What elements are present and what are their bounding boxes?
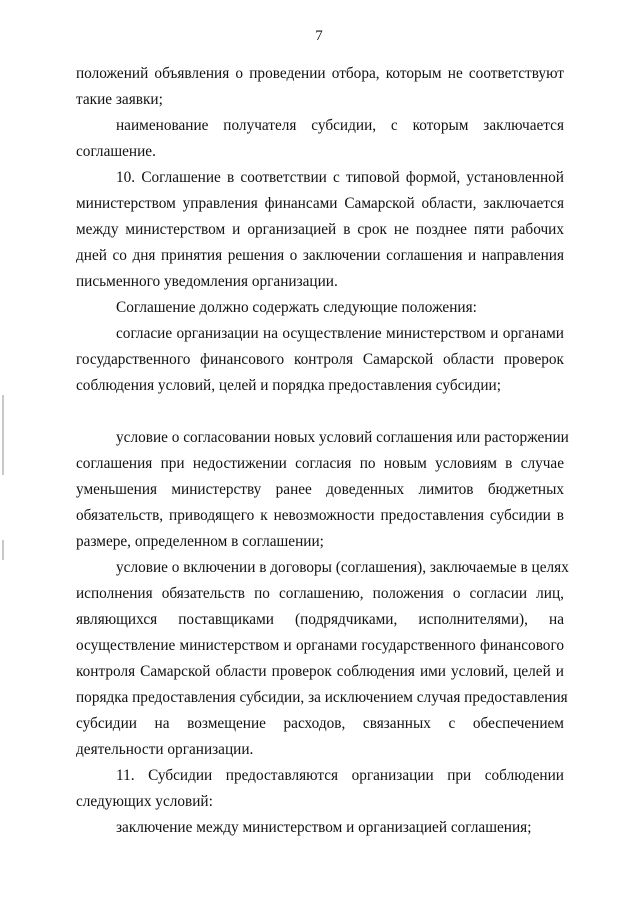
text-line: условие о согласовании новых условий соглашения или расторжении xyxy=(116,429,569,446)
text-line: наименование получателя субсидии, с которым заключается xyxy=(116,117,564,134)
text-line: контроля Самарской области проверок соблюдения ими условий, целей и xyxy=(76,663,564,680)
text-line: осуществление министерством и органами государственного финансового xyxy=(76,637,564,654)
scan-artifact xyxy=(2,395,4,475)
text-line: Соглашение должно содержать следующие положения: xyxy=(116,299,477,316)
page-number: 7 xyxy=(315,28,323,44)
text-line: государственного финансового контроля Самарской области проверок xyxy=(76,351,564,368)
text-line: являющихся поставщиками (подрядчиками, исполнителями), на xyxy=(76,611,564,628)
text-line: следующих условий: xyxy=(76,793,213,810)
text-line: 10. Соглашение в соответствии с типовой формой, установленной xyxy=(116,169,564,186)
text-line: размере, определенном в соглашении; xyxy=(76,533,324,550)
text-line: 11. Субсидии предоставляются организации при соблюдении xyxy=(116,767,564,784)
text-line: дней со дня принятия решения о заключении соглашения и направления xyxy=(76,247,564,264)
text-line: условие о включении в договоры (соглашения), заключаемые в целях xyxy=(116,559,569,576)
text-line: деятельности организации. xyxy=(76,741,254,758)
text-line: заключение между министерством и организацией соглашения; xyxy=(116,819,532,836)
text-line: между министерством и организацией в срок не позднее пяти рабочих xyxy=(76,221,564,238)
text-line: письменного уведомления организации. xyxy=(76,273,338,290)
text-line: уменьшения министерству ранее доведенных лимитов бюджетных xyxy=(76,481,564,498)
scan-artifact xyxy=(2,540,4,560)
text-line: соглашения при недостижении согласия по новым условиям в случае xyxy=(76,455,564,472)
text-line: исполнения обязательств по соглашению, положения о согласии лиц, xyxy=(76,585,564,602)
text-line: субсидии на возмещение расходов, связанных с обеспечением xyxy=(76,715,564,732)
text-line: соблюдения условий, целей и порядка предоставления субсидии; xyxy=(76,377,501,394)
text-line: порядка предоставления субсидии, за исключением случая предоставления xyxy=(76,689,568,706)
text-line: обязательств, приводящего к невозможности предоставления субсидии в xyxy=(76,507,564,524)
text-line: соглашение. xyxy=(76,143,156,160)
text-line: министерством управления финансами Самарской области, заключается xyxy=(76,195,564,212)
text-line: положений объявления о проведении отбора, которым не соответствуют xyxy=(76,65,564,82)
text-line: согласие организации на осуществление министерством и органами xyxy=(116,325,564,342)
text-line: такие заявки; xyxy=(76,91,163,108)
